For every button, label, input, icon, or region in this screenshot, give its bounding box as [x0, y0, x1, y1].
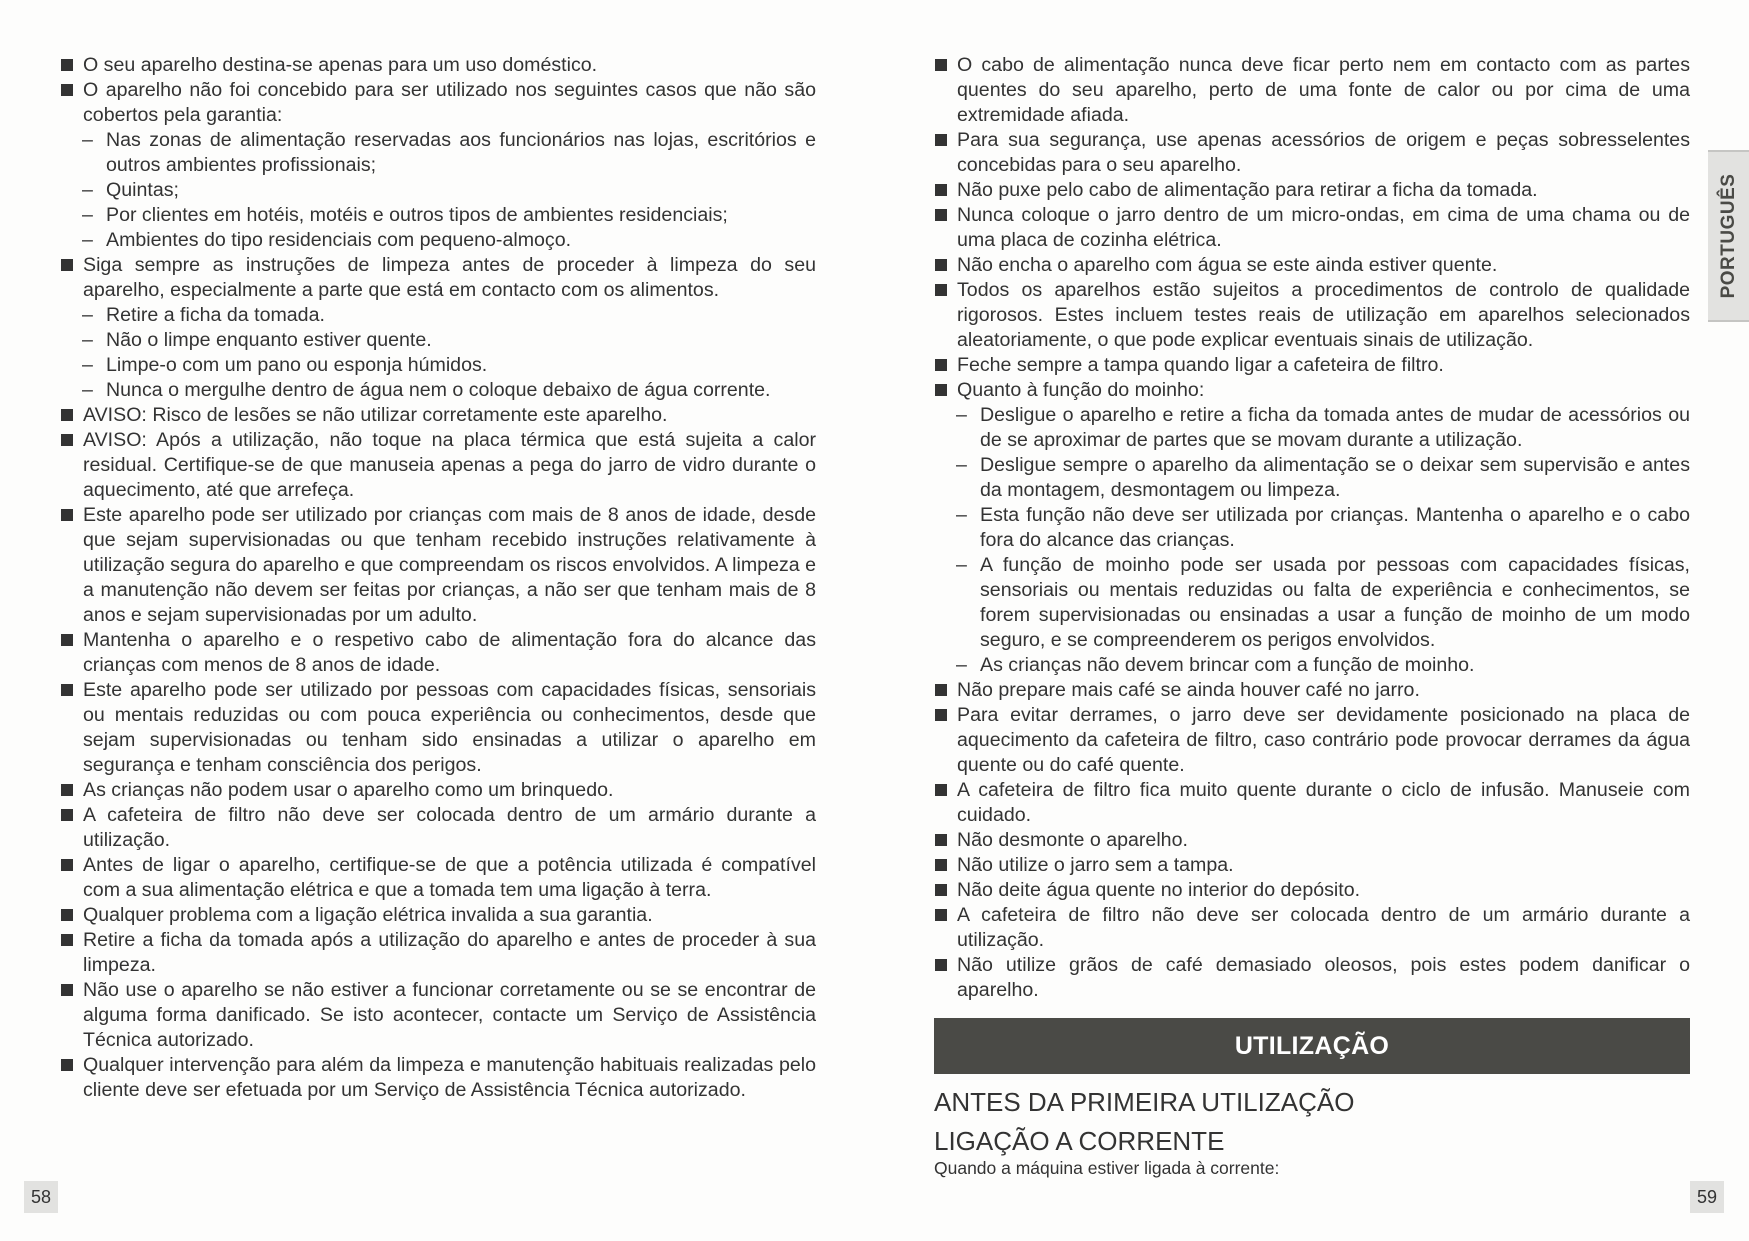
bullet-list-item: Este aparelho pode ser utilizado por pessoas com capacidades físicas, sensoriais ou mentais reduzidas ou com pouca experiência ou conhecimentos, desde que sejam supervisionadas ou tenham sido ensinadas a utilizar o aparelho em segurança e tenham consciência dos perigos. [60, 678, 816, 778]
sub-list-item: – Desligue sempre o aparelho da alimentação se o deixar sem supervisão e antes da montagem, desmontagem ou limpeza. [934, 453, 1690, 503]
sub-list-item: – Por clientes em hotéis, motéis e outros tipos de ambientes residenciais; [60, 203, 816, 228]
bullet-list-item: O cabo de alimentação nunca deve ficar perto nem em contacto com as partes quentes do seu aparelho, perto de uma fonte de calor ou por cima de uma extremidade afiada. [934, 53, 1690, 128]
section-heading-bar [934, 1018, 1690, 1074]
sub-list-item: – Não o limpe enquanto estiver quente. [60, 328, 816, 353]
bullet-list-item: Não deite água quente no interior do depósito. [934, 878, 1690, 903]
bullet-list-item: Nunca coloque o jarro dentro de um micro-ondas, em cima de uma chama ou de uma placa de cozinha elétrica. [934, 203, 1690, 253]
bullet-list-item: Não use o aparelho se não estiver a funcionar corretamente ou se se encontrar de alguma forma danificado. Se isto acontecer, contacte um Serviço de Assistência Técnica autorizado. [60, 978, 816, 1053]
bullet-list-item: Qualquer intervenção para além da limpeza e manutenção habituais realizadas pelo cliente deve ser efetuada por um Serviço de Assistência Técnica autorizado. [60, 1053, 816, 1103]
bullet-list-item: Feche sempre a tampa quando ligar a cafeteira de filtro. [934, 353, 1690, 378]
right-safety-list [934, 53, 1690, 1003]
bullet-list-item: Retire a ficha da tomada após a utilização do aparelho e antes de proceder à sua limpeza. [60, 928, 816, 978]
bullet-list-item: Não prepare mais café se ainda houver café no jarro. [934, 678, 1690, 703]
bullet-list-item: Não utilize grãos de café demasiado oleosos, pois estes podem danificar o aparelho. [934, 953, 1690, 1003]
bullet-list-item: Siga sempre as instruções de limpeza antes de proceder à limpeza do seu aparelho, especialmente a parte que está em contacto com os alimentos. [60, 253, 816, 303]
bullet-list-item: A cafeteira de filtro não deve ser colocada dentro de um armário durante a utilização. [60, 803, 816, 853]
bullet-list-item: Este aparelho pode ser utilizado por crianças com mais de 8 anos de idade, desde que sejam supervisionadas ou que tenham recebido instruções relativamente à utilização segura do aparelho e que compreendam os riscos envolvidos. A limpeza e a manutenção não devem ser feitas por crianças, a não ser que tenham mais de 8 anos e sejam supervisionadas por um adulto. [60, 503, 816, 628]
page-number-right: 59 [1690, 1181, 1724, 1213]
bullet-list-item: Mantenha o aparelho e o respetivo cabo de alimentação fora do alcance das crianças com menos de 8 anos de idade. [60, 628, 816, 678]
bullet-list-item: AVISO: Risco de lesões se não utilizar corretamente este aparelho. [60, 403, 816, 428]
sub-list-item: – Nunca o mergulhe dentro de água nem o coloque debaixo de água corrente. [60, 378, 816, 403]
subheading-power-connection: LIGAÇÃO A CORRENTE [934, 1126, 1225, 1156]
sub-list-item: – Esta função não deve ser utilizada por crianças. Mantenha o aparelho e o cabo fora do alcance das crianças. [934, 503, 1690, 553]
bullet-list-item: O seu aparelho destina-se apenas para um uso doméstico. [60, 53, 816, 78]
page-number-left: 58 [24, 1181, 58, 1213]
bullet-list-item: Qualquer problema com a ligação elétrica invalida a sua garantia. [60, 903, 816, 928]
bullet-list-item: Não puxe pelo cabo de alimentação para retirar a ficha da tomada. [934, 178, 1690, 203]
sub-list-item: – A função de moinho pode ser usada por pessoas com capacidades físicas, sensoriais ou mentais reduzidas ou falta de experiência e conhecimentos, se forem supervisionadas ou ensinadas a usar a função de moinho de um modo seguro, e se compreenderem os perigos envolvidos. [934, 553, 1690, 653]
bullet-list-item: A cafeteira de filtro fica muito quente durante o ciclo de infusão. Manuseie com cuidado. [934, 778, 1690, 828]
bullet-list-item: Todos os aparelhos estão sujeitos a procedimentos de controlo de qualidade rigorosos. Estes incluem testes reais de utilização em aparelhos selecionados aleatoriamente, o que pode explicar eventuais sinais de utilização. [934, 278, 1690, 353]
bullet-list-item: Para evitar derrames, o jarro deve ser devidamente posicionado na placa de aquecimento da cafeteira de filtro, caso contrário pode provocar derrames da água quente ou do café quente. [934, 703, 1690, 778]
bullet-list-item: Não desmonte o aparelho. [934, 828, 1690, 853]
bullet-list-item: As crianças não podem usar o aparelho como um brinquedo. [60, 778, 816, 803]
connection-note: Quando a máquina estiver ligada à corrente: [934, 1158, 1280, 1178]
sub-list-item: – Desligue o aparelho e retire a ficha da tomada antes de mudar de acessórios ou de se aproximar de partes que se movam durante a utilização. [934, 403, 1690, 453]
subheading-first-use: ANTES DA PRIMEIRA UTILIZAÇÃO [934, 1087, 1355, 1117]
bullet-list-item: Não encha o aparelho com água se este ainda estiver quente. [934, 253, 1690, 278]
bullet-list-item: A cafeteira de filtro não deve ser colocada dentro de um armário durante a utilização. [934, 903, 1690, 953]
right-column [934, 53, 1690, 1003]
left-safety-list [60, 53, 816, 1103]
bullet-list-item: Para sua segurança, use apenas acessórios de origem e peças sobresselentes concebidas para o seu aparelho. [934, 128, 1690, 178]
bullet-list-item: Quanto à função do moinho: [934, 378, 1690, 403]
sub-list-item: – Retire a ficha da tomada. [60, 303, 816, 328]
bullet-list-item: O aparelho não foi concebido para ser utilizado nos seguintes casos que não são cobertos pela garantia: [60, 78, 816, 128]
section-heading: UTILIZAÇÃO [1234, 1031, 1390, 1060]
sub-list-item: – Limpe-o com um pano ou esponja húmidos. [60, 353, 816, 378]
sub-list-item: – Quintas; [60, 178, 816, 203]
bullet-list-item: Antes de ligar o aparelho, certifique-se de que a potência utilizada é compatível com a sua alimentação elétrica e que a tomada tem uma ligação à terra. [60, 853, 816, 903]
left-column [60, 53, 816, 1103]
sub-list-item: – Ambientes do tipo residenciais com pequeno-almoço. [60, 228, 816, 253]
bullet-list-item: Não utilize o jarro sem a tampa. [934, 853, 1690, 878]
bullet-list-item: AVISO: Após a utilização, não toque na placa térmica que está sujeita a calor residual. Certifique-se de que manuseia apenas a pega do jarro de vidro durante o aquecimento, até que arrefeça. [60, 428, 816, 503]
language-tab [1708, 150, 1749, 322]
sub-list-item: – Nas zonas de alimentação reservadas aos funcionários nas lojas, escritórios e outros ambientes profissionais; [60, 128, 816, 178]
sub-list-item: – As crianças não devem brincar com a função de moinho. [934, 653, 1690, 678]
language-tab-label: PORTUGUÊS [1717, 173, 1739, 299]
